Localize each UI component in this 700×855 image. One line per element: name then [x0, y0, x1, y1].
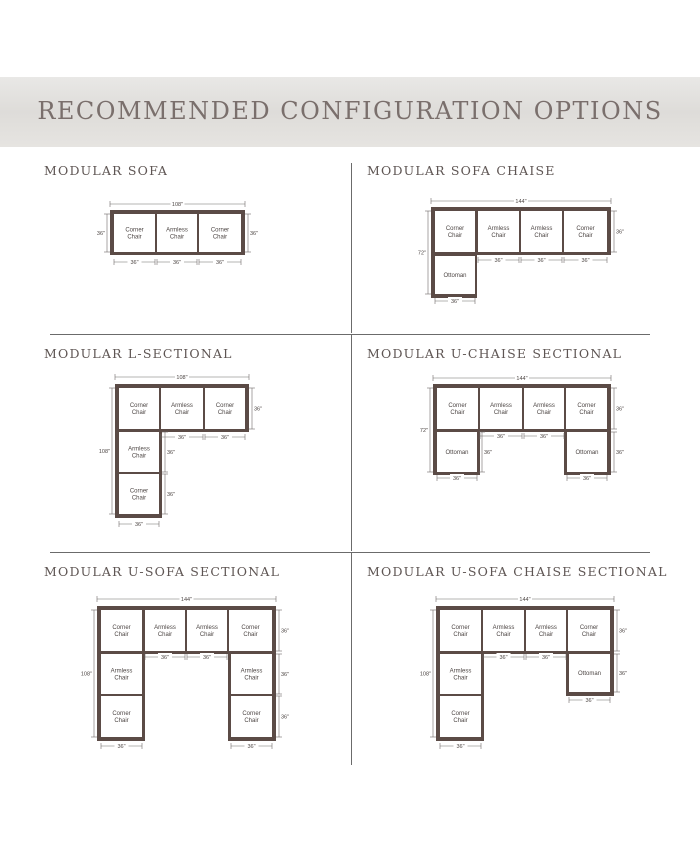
module-label: Armless	[166, 227, 188, 234]
module-label: Chair	[131, 410, 147, 416]
dim-width-label: 144"	[516, 376, 528, 382]
module-label: Chair	[244, 718, 259, 724]
module-label: Armless	[110, 668, 133, 675]
module-label: Chair	[174, 410, 190, 416]
module-label: Armless	[535, 625, 557, 631]
module-label: Corner	[215, 403, 235, 409]
dim-unit-label: 36"	[215, 260, 225, 266]
module-label: Chair	[578, 233, 593, 239]
module-label: Chair	[453, 675, 468, 682]
dim-depth-label: 108"	[419, 671, 431, 678]
module-label: Corner	[445, 226, 465, 232]
module-label: Chair	[131, 453, 147, 460]
dim-width-label: 108"	[176, 375, 188, 381]
dim-depth-label: 36"	[616, 229, 625, 236]
module-label: Corner	[125, 227, 144, 234]
dim-unit-label: 36"	[581, 258, 590, 264]
module-label: Chair	[199, 632, 215, 638]
dim-unit-label: 36"	[172, 260, 182, 266]
module-label: Chair	[217, 410, 233, 416]
dim-width-label: 144"	[180, 597, 193, 603]
module-label: Corner	[112, 711, 131, 717]
dim-unit-label: 36"	[160, 655, 170, 661]
dim-unit-label: 36"	[452, 476, 462, 482]
dim-unit-label: 36"	[247, 744, 256, 750]
dim-unit-label: 36"	[456, 744, 465, 750]
module-label: Chair	[496, 632, 511, 638]
dim-unit-label: 36"	[496, 434, 506, 440]
dim-unit-label: 36"	[585, 698, 594, 704]
module-label: Corner	[579, 625, 599, 631]
module-label: Chair	[493, 410, 509, 416]
module-label: Chair	[447, 233, 463, 239]
dim-unit-label: 36"	[167, 492, 176, 498]
dim-unit-label: 36"	[281, 672, 290, 678]
module-label: Corner	[241, 625, 260, 631]
module-label: Chair	[169, 234, 185, 241]
dim-unit-label: 36"	[484, 450, 493, 456]
module-label: Ottoman	[577, 671, 602, 677]
module-label: Chair	[127, 234, 142, 241]
module-label: Corner	[129, 488, 149, 495]
module-label: Corner	[242, 711, 261, 717]
dim-unit-label: 36"	[619, 671, 628, 677]
module-label: Chair	[579, 410, 594, 416]
module-label: Chair	[114, 632, 129, 638]
dim-unit-label: 36"	[541, 655, 551, 661]
dim-width-label: 108"	[171, 202, 184, 208]
section-title-modular-u-chaise-sectional: MODULAR U-CHAISE SECTIONAL	[367, 346, 623, 361]
section-title-modular-u-sofa-chaise-sectional: MODULAR U-SOFA CHAISE SECTIONAL	[367, 564, 668, 579]
dim-unit-label: 36"	[499, 655, 508, 661]
module-label: Chair	[131, 495, 147, 502]
dim-unit-label: 36"	[202, 655, 212, 661]
module-label: Chair	[450, 410, 465, 416]
module-label: Armless	[171, 403, 193, 409]
module-label: Chair	[243, 632, 258, 638]
module-label: Armless	[530, 226, 553, 232]
module-label: Chair	[538, 632, 554, 638]
module-label: Corner	[577, 403, 596, 409]
dim-depth-label: 36"	[96, 231, 105, 237]
dim-unit-label: 36"	[117, 744, 126, 750]
module-label: Corner	[451, 625, 470, 631]
module-label: Corner	[210, 227, 230, 234]
dim-unit-label: 36"	[167, 450, 176, 456]
module-label: Corner	[576, 226, 595, 232]
dim-unit-label: 36"	[220, 435, 230, 441]
module-label: Chair	[244, 675, 259, 682]
module-label: Chair	[157, 632, 173, 638]
dim-unit-label: 36"	[177, 435, 187, 441]
module-label: Chair	[114, 675, 129, 682]
dim-depth-label: 108"	[98, 449, 110, 455]
module-label: Chair	[536, 410, 552, 416]
dim-depth-label: 72"	[419, 428, 428, 434]
dim-unit-label: 36"	[281, 628, 290, 635]
section-title-modular-l-sectional: MODULAR L-SECTIONAL	[44, 346, 233, 361]
dim-unit-label: 36"	[134, 522, 144, 528]
module-label: Chair	[212, 234, 228, 241]
module-label: Chair	[114, 718, 129, 724]
dim-unit-label: 36"	[539, 434, 549, 440]
module-label: Ottoman	[575, 450, 599, 456]
module-label: Armless	[490, 403, 512, 409]
dim-unit-label: 36"	[450, 299, 460, 305]
module-label: Chair	[453, 632, 468, 638]
module-label: Corner	[448, 403, 467, 409]
module-label: Armless	[487, 226, 510, 232]
dim-depth-label: 36"	[619, 628, 628, 635]
dim-depth-label: 36"	[254, 406, 263, 413]
module-label: Corner	[451, 711, 470, 717]
module-label: Armless	[154, 625, 176, 631]
module-label: Corner	[112, 625, 131, 631]
section-title-modular-sofa: MODULAR SOFA	[44, 163, 169, 178]
dim-depth-label: 36"	[616, 406, 625, 413]
module-label: Armless	[492, 625, 515, 631]
dim-width-label: 144"	[515, 199, 527, 205]
dim-unit-label: 36"	[130, 260, 139, 266]
dim-depth-label: 72"	[417, 250, 426, 257]
module-label: Armless	[196, 625, 218, 631]
module-label: Ottoman	[445, 450, 469, 456]
module-label: Armless	[240, 668, 263, 675]
dim-unit-label: 36"	[281, 714, 290, 721]
module-label: Armless	[533, 403, 555, 409]
dim-width-label: 144"	[519, 597, 531, 603]
page-title: RECOMMENDED CONFIGURATION OPTIONS	[37, 97, 663, 125]
dim-unit-label: 36"	[494, 258, 503, 264]
module-label: Corner	[129, 403, 149, 409]
module-label: Chair	[534, 233, 549, 239]
dim-unit-label: 36"	[537, 258, 546, 264]
module-label: Chair	[581, 632, 597, 638]
section-title-modular-sofa-chaise: MODULAR SOFA CHAISE	[367, 163, 556, 178]
module-label: Ottoman	[443, 273, 467, 279]
dim-unit-label: 36"	[616, 450, 625, 456]
dim-unit-label: 36"	[582, 476, 592, 482]
section-title-modular-u-sofa-sectional: MODULAR U-SOFA SECTIONAL	[44, 564, 281, 579]
module-label: Armless	[449, 668, 472, 675]
module-label: Chair	[491, 233, 506, 239]
module-label: Chair	[453, 718, 468, 724]
module-label: Armless	[128, 446, 150, 453]
dim-depth-label: 36"	[250, 231, 259, 237]
dim-depth-label: 108"	[80, 671, 92, 678]
